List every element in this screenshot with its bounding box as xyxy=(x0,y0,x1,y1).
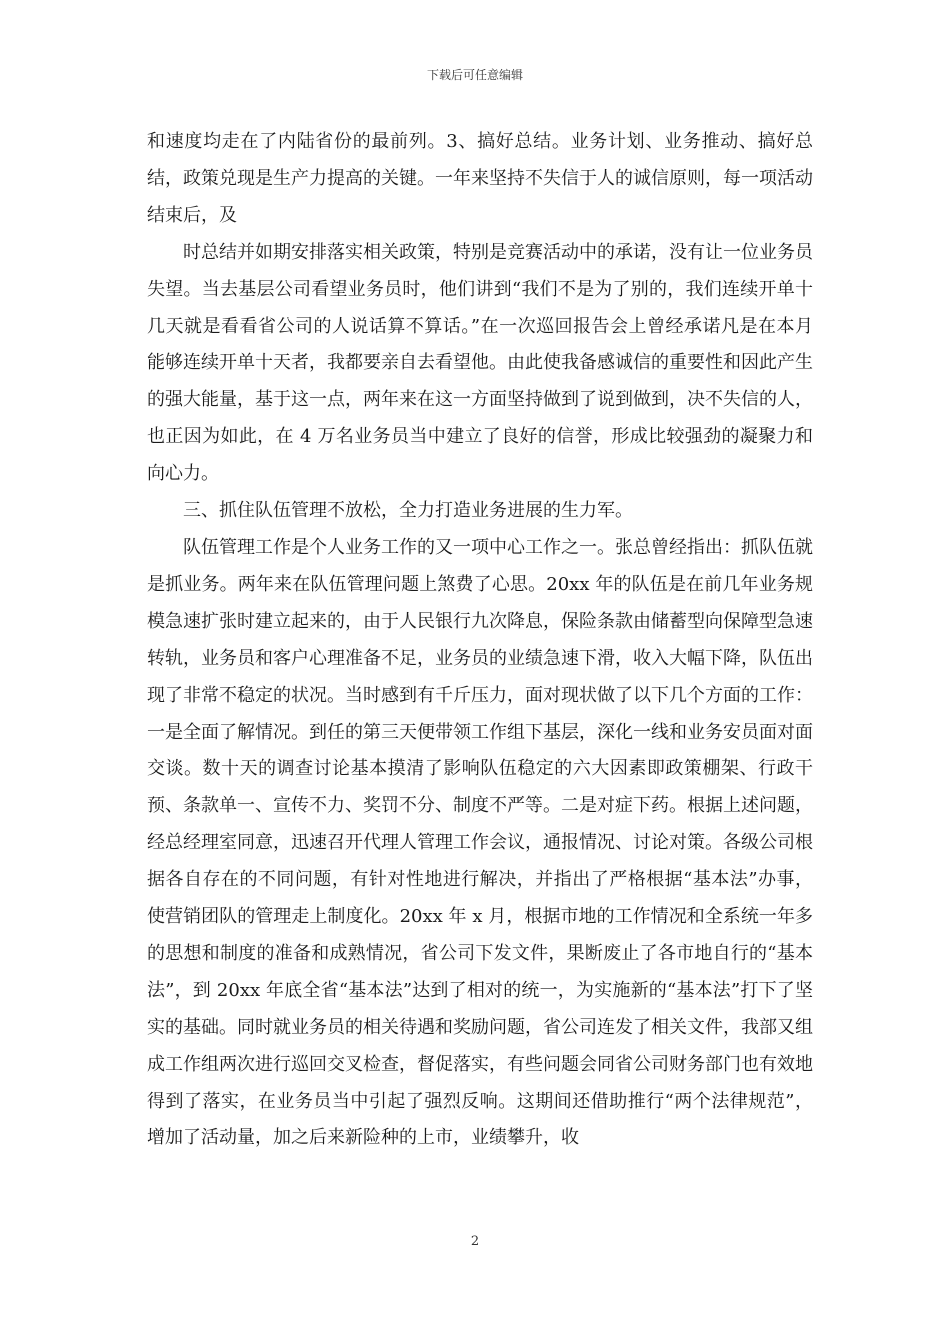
page-header: 下载后可任意编辑 xyxy=(426,68,523,82)
page-number: 2 xyxy=(470,1234,480,1249)
paragraph-4: 队伍管理工作是个人业务工作的又一项中心工作之一。张总曾经指出：抓队伍就是抓业务。两年来在队伍管理问题上煞费了心思。20xx 年的队伍是在前几年业务规模急速扩张时建立起来的，由于人民银行九次降息，保险条款由储蓄型向保障型急速转轨，业务员和客户心理准备不足，业务员的业绩急速下滑，收入大幅下降，队伍出现了非常不稳定的状况。当时感到有千斤压力，面对现状做了以下几个方面的工作：一是全面了解情况。到任的第三天便带领工作组下基层，深化一线和业务安员面对面交谈。数十天的调查讨论基本摸清了影响队伍稳定的六大因素即政策棚架、行政干预、条款单一、宣传不力、奖罚不分、制度不严等。二是对症下药。根据上述问题，经总经理室同意，迅速召开代理人管理工作会议，通报情况、讨论对策。各级公司根据各自存在的不同问题，有针对性地进行解决，并指出了严格根据“基本法”办事，使营销团队的管理走上制度化。20xx 年 x 月，根据市地的工作情况和全系统一年多的思想和制度的准备和成熟情况，省公司下发文件，果断废止了各市地自行的“基本法”，到 20xx 年底全省“基本法”达到了相对的统一，为实施新的“基本法”打下了坚实的基础。同时就业务员的相关待遇和奖励问题，省公司连发了相关文件，我部又组成工作组两次进行巡回交叉检查，督促落实，有些问题会同省公司财务部门也有效地得到了落实，在业务员当中引起了强烈反响。这期间还借助推行“两个法律规范”，增加了活动量，加之后来新险种的上市，业绩攀升，收 xyxy=(147,536,813,1149)
document-body xyxy=(147,124,813,1157)
section-heading: 三、抓住队伍管理不放松，全力打造业务进展的生力军。 xyxy=(183,500,633,522)
paragraph-2: 时总结并如期安排落实相关政策，特别是竞赛活动中的承诺，没有让一位业务员失望。当去基层公司看望业务员时，他们讲到“我们不是为了别的，我们连续开单十几天就是看看省公司的人说话算不算话。”在一次巡回报告会上曾经承诺凡是在本月能够连续开单十天者，我都要亲自去看望他。由此使我备感诚信的重要性和因此产生的强大能量，基于这一点，两年来在这一方面坚持做到了说到做到，决不失信的人，也正因为如此，在 4 万名业务员当中建立了良好的信誉，形成比较强劲的凝聚力和向心力。 xyxy=(147,241,813,485)
paragraph-1: 和速度均走在了内陆省份的最前列。3、搞好总结。业务计划、业务推动、搞好总结，政策兑现是生产力提高的关键。一年来坚持不失信于人的诚信原则，每一项活动结束后，及 xyxy=(147,131,813,226)
